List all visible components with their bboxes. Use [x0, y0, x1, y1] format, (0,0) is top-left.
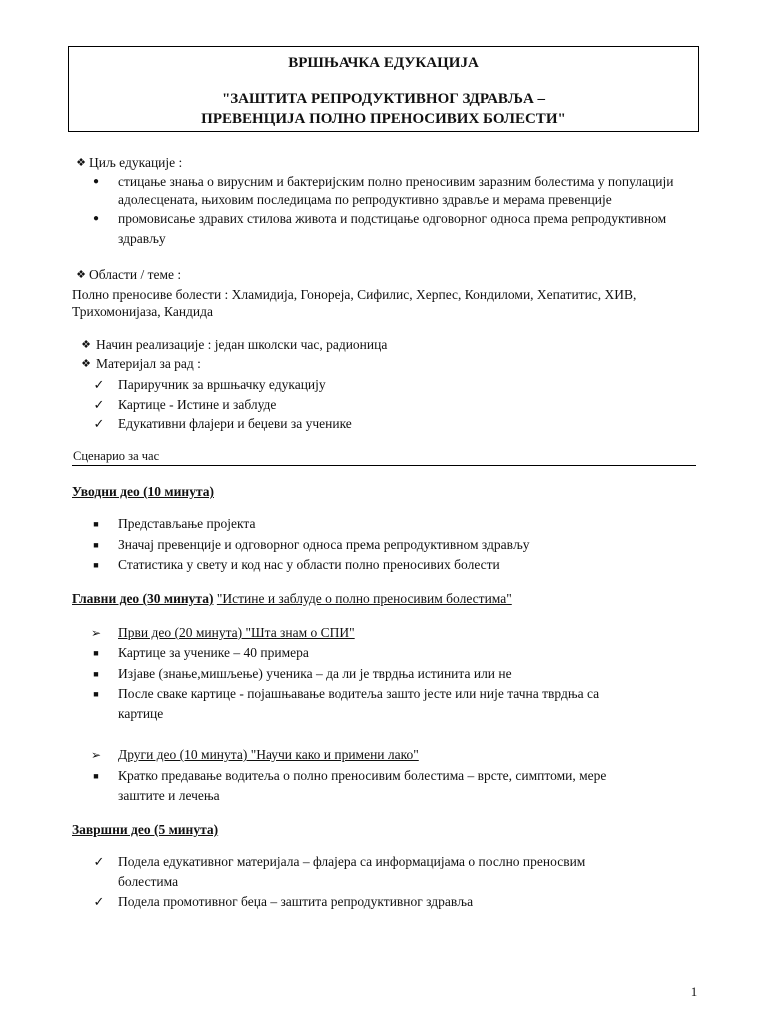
part1-item: Картице за ученике – 40 примера: [118, 645, 309, 660]
square-bullet-icon: ■: [93, 560, 99, 570]
goal-item-1-line-1: стицање знања о вирусним и бактеријским полно преносивим заразним болестима у популацији: [118, 174, 674, 189]
scenario-label: Сценарио за час: [73, 449, 160, 463]
topics-label: Области / теме :: [89, 267, 182, 282]
square-bullet-icon: ■: [93, 689, 99, 699]
intro-heading: Уводни део (10 минута): [72, 484, 214, 499]
final-heading: Завршни део (5 минута): [72, 822, 219, 837]
part1-heading: Први део (20 минута) "Шта знам о СПИ": [118, 625, 355, 640]
goal-label: Циљ едукације :: [89, 155, 183, 170]
final-item-2: Подела промотивног беџа – заштита репродуктивног здравља: [118, 894, 474, 909]
materials-item: Париручник за вршњачку едукацију: [118, 377, 326, 392]
square-bullet-icon: ■: [93, 540, 99, 550]
method-label: Начин реализације : један школски час, радионица: [96, 337, 388, 352]
square-bullet-icon: ■: [93, 519, 99, 529]
part2-heading: Други део (10 минута) "Научи како и примени лако": [118, 747, 419, 762]
square-bullet-icon: ■: [93, 669, 99, 679]
materials-label: Материјал за рад :: [96, 356, 201, 371]
arrow-bullet-icon: ➢: [90, 626, 102, 640]
diamond-bullet-icon: ❖: [76, 157, 86, 169]
intro-item: Статистика у свету и код нас у области полно преносивих болести: [118, 557, 500, 572]
checkmark-icon: ✓: [93, 854, 105, 869]
arrow-bullet-icon: ➢: [90, 748, 102, 762]
dot-bullet-icon: ●: [92, 176, 100, 187]
scenario-divider: [72, 465, 696, 466]
final-item-1-line-2: болестима: [118, 874, 179, 889]
diamond-bullet-icon: ❖: [81, 339, 91, 351]
main-heading: Главни део (30 минута): [72, 591, 214, 606]
intro-item: Представљање пројекта: [118, 516, 256, 531]
title-line-2: "ЗАШТИТА РЕПРОДУКТИВНОГ ЗДРАВЉА –: [221, 91, 546, 107]
title-line-1: ВРШЊАЧКА ЕДУКАЦИЈА: [288, 55, 479, 71]
title-line-3: ПРЕВЕНЦИЈА ПОЛНО ПРЕНОСИВИХ БОЛЕСТИ": [201, 111, 566, 127]
part1-item: Изјаве (знање,мишљење) ученика – да ли је тврдња истинита или не: [118, 666, 512, 681]
diamond-bullet-icon: ❖: [76, 269, 86, 281]
title-box: [68, 46, 699, 132]
main-heading-row: [72, 589, 512, 609]
intro-item: Значај превенције и одговорног односа према репродуктивном здрављу: [118, 537, 530, 552]
part2-item-line-1: Кратко предавање водитеља о полно преносивим болестима – врсте, симптоми, мере: [118, 768, 607, 783]
final-item-1-line-1: Подела едукативног материјала – флајера са информацијама о послно преносвим: [118, 854, 586, 869]
square-bullet-icon: ■: [93, 648, 99, 658]
checkmark-icon: ✓: [93, 416, 105, 431]
checkmark-icon: ✓: [93, 894, 105, 909]
part1-item-3-line-2: картице: [118, 706, 164, 721]
part2-item-line-2: заштите и лечења: [118, 788, 220, 803]
part1-item-3-line-1: После сваке картице - појашњавање водитеља зашто јесте или није тачна тврдња са: [118, 686, 600, 701]
square-bullet-icon: ■: [93, 771, 99, 781]
checkmark-icon: ✓: [93, 397, 105, 412]
goal-item-2-line-2: здрављу: [118, 231, 166, 246]
main-subtitle: "Истине и заблуде о полно преносивим болестима": [216, 591, 512, 606]
materials-item: Едукативни флајери и беџеви за ученике: [118, 416, 352, 431]
goal-item-2-line-1: промовисање здравих стилова живота и подстицање одговорног односа према репродуктивном: [118, 211, 667, 226]
goal-item-1-line-2: адолесцената, њиховим последицама по репродуктивно здравље и мерама превенције: [118, 192, 612, 207]
diamond-bullet-icon: ❖: [81, 358, 91, 370]
topics-line-2: Трихомонијаза, Кандида: [72, 304, 213, 319]
checkmark-icon: ✓: [93, 377, 105, 392]
page-number: 1: [690, 984, 698, 999]
topics-line-1: Полно преносиве болести : Хламидија, Гонореја, Сифилис, Херпес, Кондиломи, Хепатитис, ХИВ,: [72, 287, 637, 302]
materials-item: Картице - Истине и заблуде: [118, 397, 277, 412]
dot-bullet-icon: ●: [92, 213, 100, 224]
